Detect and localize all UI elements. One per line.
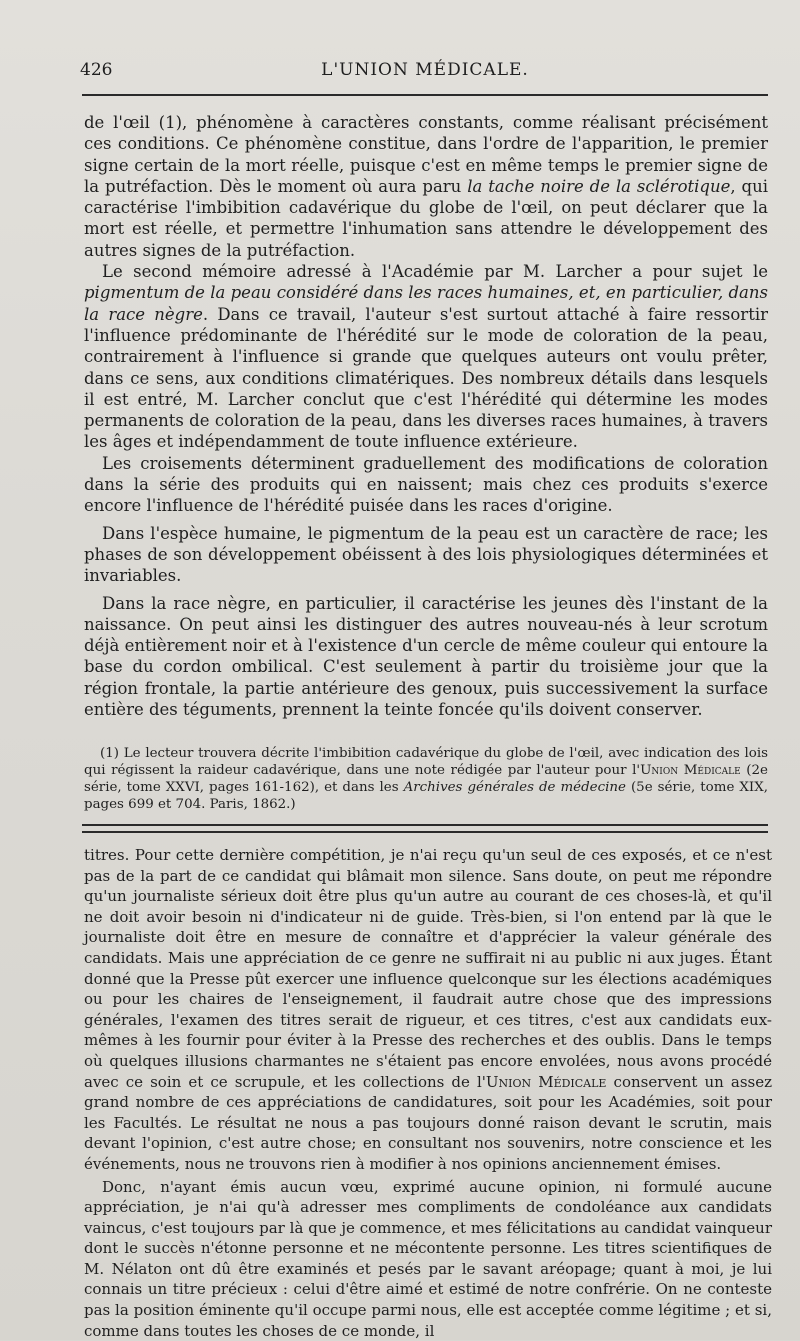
header-rule (82, 94, 768, 96)
article-paragraph-5: Dans la race nègre, en particulier, il caractérise les jeunes dès l'instant de la naissance. On peut ainsi les distinguer des autres nouveau-nés à leur scrotum déjà entièrement noir et à l'existence d'un cercle de même couleur qui entoure la base du cordon ombilical. C'est seulement à partir du troisième jour que la région frontale, la partie antérieure des genoux, puis successivement la surface entière des téguments, prennent la teinte foncée qu'ils doivent conserver. (84, 593, 768, 721)
article-paragraph-1 (84, 112, 768, 261)
feuilleton-paragraph-1 (84, 845, 772, 1175)
feuilleton-separator (82, 824, 768, 833)
feuilleton-section (84, 845, 772, 1341)
text-run: (1) Le lecteur trouvera décrite l'imbibition cadavérique du globe de l'œil, avec indication des lois qui régissent la raideur cadavérique, dans une note rédigée par l'auteur pour l' (84, 746, 768, 778)
text-run: , qui caractérise l'imbibition cadavérique du globe de l'œil, on peut déclarer que la mort est réelle, et permettre l'inhumation sans attendre le développement des autres signes de la putréfaction. (84, 177, 768, 260)
footnote (84, 745, 768, 813)
text-run: conservent un assez grand nombre de ces appréciations de candidatures, soit pour les Académies, soit pour les Facultés. Le résultat ne nous a pas toujours donné raison devant le scrutin, mais devant l'opinion, c'est autre chose; en consultant nos souvenirs, notre conscience et les événements, nous ne trouvons rien à modifier à nos opinions anciennement émises. (84, 1073, 772, 1173)
page-number: 426 (80, 60, 112, 80)
feuilleton-paragraph-2: Donc, n'ayant émis aucun vœu, exprimé aucune opinion, ni formulé aucune appréciation, je n'ai qu'à adresser mes compliments de condoléance aux candidats vaincus, c'est toujours par là que je commence, et mes félicitations au candidat vainqueur dont le succès n'étonne personne et ne mécontente personne. Les titres scientifiques de M. Nélaton ont dû être examinés et pesés par le savant aréopage; quant à moi, je lui connais un titre précieux : celui d'être aimé et estimé de notre confrérie. On ne conteste pas la position éminente qu'il occupe parmi nous, elle est acceptée comme légitime ; et si, comme dans toutes les choses de ce monde, il (84, 1177, 772, 1341)
italic-run: pigmentum de la peau considéré dans les races humaines, et, en particulier, dans la race nègre (84, 283, 768, 323)
text-run: de l'œil (1), phénomène à caractères constants, comme réalisant précisément ces conditions. Ce phénomène constitue, dans l'ordre de l'apparition, le premier signe certain de la mort réelle, puisque c'est en même temps le premier signe de la putréfaction. Dès le moment où aura paru (84, 113, 768, 196)
article-paragraph-2 (84, 261, 768, 453)
text-run: (2e série, tome XXVI, pages 161-162), et dans les (84, 763, 768, 795)
journal-title: L'UNION MÉDICALE. (80, 60, 770, 80)
text-run: (5e série, tome XIX, pages 699 et 704. Paris, 1862.) (84, 780, 768, 812)
main-article (84, 112, 768, 720)
page-header (80, 60, 770, 86)
italic-run: Archives générales de médecine (404, 780, 626, 795)
text-run: . Dans ce travail, l'auteur s'est surtout attaché à faire ressortir l'influence prédominante de l'hérédité sur le mode de coloration de la peau, contrairement à l'influence si grande que quelques auteurs ont voulu prêter, dans ce sens, aux conditions climatériques. Des nombreux détails dans lesquels il est entré, M. Larcher conclut que c'est l'hérédité qui détermine les modes permanents de coloration de la peau, dans les diverses races humaines, à travers les âges et indépendamment de toute influence extérieure. (84, 305, 768, 452)
italic-run: la tache noire de la sclérotique (467, 177, 730, 196)
article-paragraph-3: Les croisements déterminent graduellement des modifications de coloration dans la série des produits qui en naissent; mais chez ces produits s'exerce encore l'influence de l'hérédité puisée dans les races d'origine. (84, 453, 768, 517)
text-run: titres. Pour cette dernière compétition, je n'ai reçu qu'un seul de ces exposés, et ce n'est pas de la part de ce candidat qui blâmait mon silence. Sans doute, on peut me répondre qu'un journaliste sérieux doit être plus qu'un autre au courant de ces choses-là, et qu'il ne doit avoir besoin ni d'indicateur ni de guide. Très-bien, si l'on entend par là que le journaliste doit être en mesure de connaître et d'apprécier la valeur générale des candidats. Mais une appréciation de ce genre ne suffirait ni au public ni aux juges. Étant donné que la Presse pût exercer une influence quelconque sur les élections académiques ou pour les chaires de l'enseignement, il faudrait autre chose que des impressions générales, l'examen des titres serait de rigueur, et ces titres, c'est aux candidats eux-mêmes à les fournir pour éviter à la Presse des recherches et des oublis. Dans le temps où quelques illusions charmantes ne s'étaient pas encore envolées, nous avons procédé avec ce soin et ce scrupule, et les collections de l' (84, 846, 772, 1091)
text-run: Le second mémoire adressé à l'Académie par M. Larcher a pour sujet le (102, 262, 768, 281)
article-paragraph-4: Dans l'espèce humaine, le pigmentum de la peau est un caractère de race; les phases de son développement obéissent à des lois physiologiques déterminées et invariables. (84, 523, 768, 587)
small-caps-run: Union Médicale (486, 1073, 607, 1091)
small-caps-run: Union Médicale (640, 763, 741, 778)
